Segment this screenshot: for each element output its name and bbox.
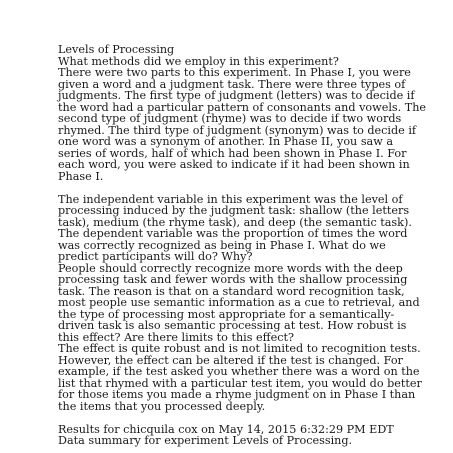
text-line: processing induced by the judgment task: shallow (the letters [58,204,410,217]
text-line: most people use semantic information as a cue to retrieval, and [58,296,420,309]
paragraph-spacer [58,182,450,194]
text-line: People should correctly recognize more words with the deep [58,261,403,275]
text-line: was correctly recognized as being in Phase I. What do we [58,238,386,252]
text-line: each word, you were asked to indicate if it had been shown in [58,158,410,171]
text-line: The dependent variable was the proportion of times the word [58,227,408,240]
text-line: processing task and fewer words with the shallow processing [58,273,408,286]
text-line: this effect? Are there limits to this effect? [58,330,294,344]
text-line: The effect is quite robust and is not limited to recognition tests. [58,342,421,355]
text-line: There were two parts to this experiment. In Phase I, you were [58,66,411,79]
text-line: Phase I. [58,169,104,183]
text-line: rhymed. The third type of judgment (synonym) was to decide if [58,123,417,137]
text-line: for those items you made a rhyme judgment on in Phase I than [58,388,416,401]
text-line: Results for chicquila cox on May 14, 2015 6:32:29 PM EDT [58,422,394,436]
text-line: judgments. The first type of judgment (letters) was to decide if [58,89,415,102]
text-line: Data summary for experiment Levels of Processing. [58,434,353,447]
text-line: example, if the test asked you whether there was a word on the [58,365,420,378]
document-page [58,44,450,447]
text-line: the word had a particular pattern of consonants and vowels. The [58,100,427,114]
text-line: given a word and a judgment task. There were three types of [58,77,406,91]
paragraph-results [58,424,450,447]
text-line: the type of processing most appropriate for a semantically- [58,307,395,321]
paragraph-variables [58,194,450,413]
text-line: second type of judgment (rhyme) was to decide if two words [58,112,402,125]
text-line: However, the effect can be altered if the test is changed. For [58,353,403,367]
text-line: What methods did we employ in this experiment? [58,54,339,68]
text-line: one word was a synonym of another. In Phase II, you saw a [58,135,394,148]
paragraph-spacer [58,412,450,424]
text-line: driven task is also semantic processing at test. How robust is [58,319,407,332]
text-line: The independent variable in this experiment was the level of [58,192,403,206]
text-line: task. The reason is that on a standard word recognition task, [58,284,405,298]
text-line: task), medium (the rhyme task), and deep (the semantic task). [58,215,412,229]
text-line: predict participants will do? Why? [58,250,253,263]
text-line: list that rhymed with a particular test item, you would do better [58,376,422,390]
document-title: Levels of Processing [58,43,175,56]
text-line: the items that you processed deeply. [58,399,266,413]
paragraph-methods [58,56,450,183]
text-line: series of words, half of which had been shown in Phase I. For [58,146,407,160]
